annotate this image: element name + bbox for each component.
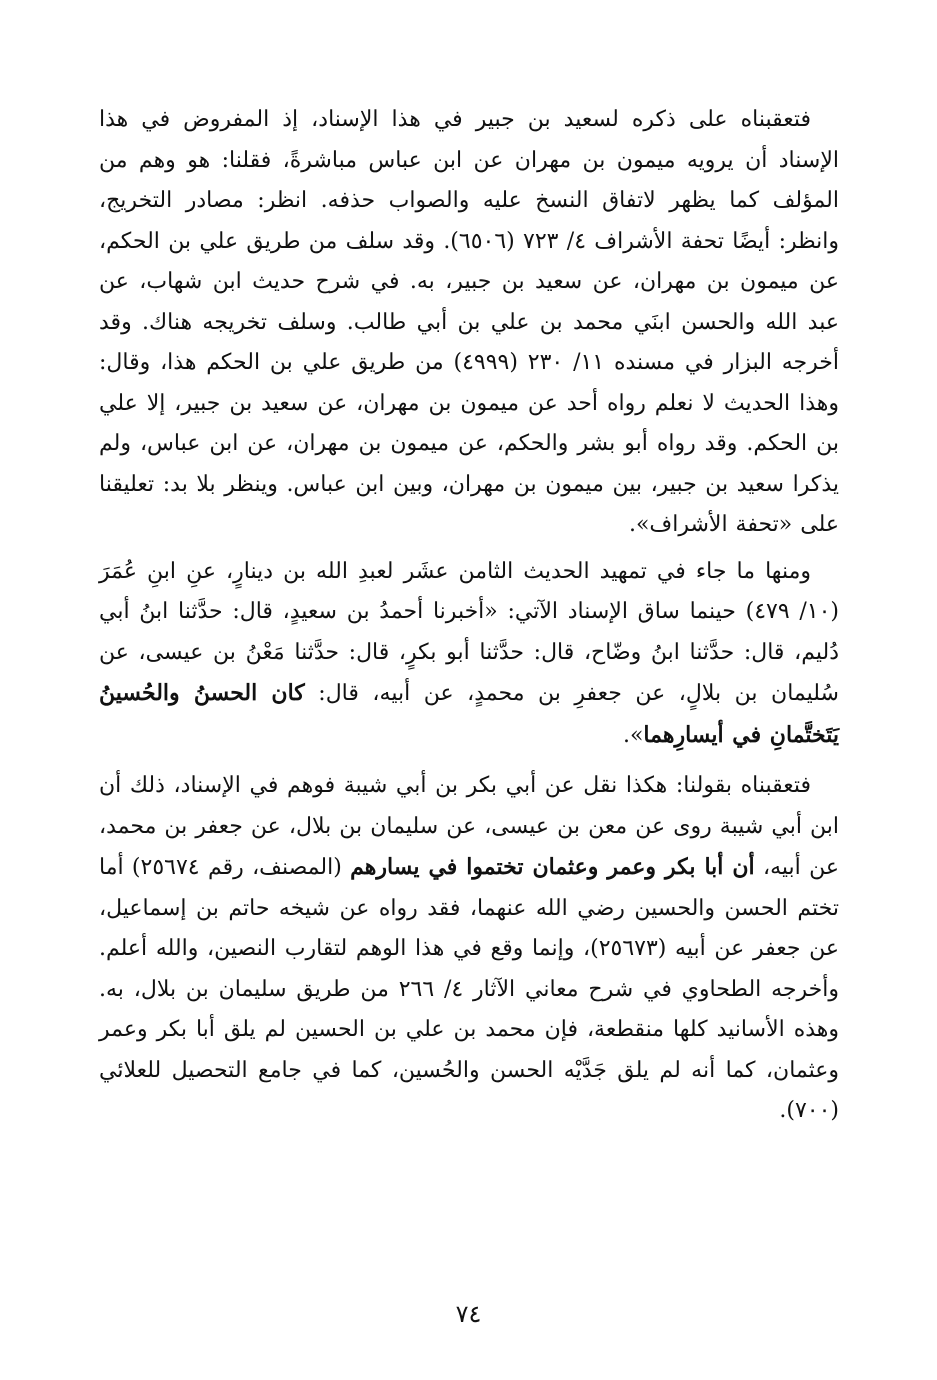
paragraph-1	[99, 100, 839, 546]
page-body	[99, 100, 839, 1132]
paragraph-3-text-b: (المصنف، رقم ٢٥٦٧٤) أما تختم الحسن والحسين رضي الله عنهما، فقد رواه عن شيخه حاتم بن إسماعيل، عن جعفر عن أبيه (٢٥٦٧٣)، وإنما وقع في هذا الوهم لتقارب النصين، والله أعلم. وأخرجه الطحاوي في شرح معاني الآثار ٤/ ٢٦٦ من طريق سليمان بن بلال، به. وهذه الأسانيد كلها منقطعة، فإن محمد بن علي بن الحسين لم يلق أبا بكر وعمر وعثمان، كما أنه لم يلق جَدَّيْه الحسن والحُسين، كما في جامع التحصيل للعلائي (٧٠٠).	[99, 855, 840, 1123]
paragraph-3-text-a: فتعقبناه بقولنا: هكذا نقل عن أبي بكر بن أبي شيبة فوهم في الإسناد، ذلك أن ابن أبي شيبة روى عن معن بن عيسى، عن سليمان بن بلال، عن جعفر بن محمد، عن أبيه،	[99, 773, 839, 880]
page-number: ٧٤	[455, 1300, 482, 1328]
paragraph-2-text-a: ومنها ما جاء في تمهيد الحديث الثامن عشَر لعبدِ الله بن دينارٍ، عنِ ابنِ عُمَرَ (١٠/ ٤٧٩) حينما ساق الإسناد الآتي: «أخبرنا أحمدُ بن سعيدٍ، قال: حدَّثنا ابنُ أبي دُليم، قال: حدَّثنا ابنُ وضّاح، قال: حدَّثنا أبو بكرٍ، قال: حدَّثنا مَعْنُ بن عيسى، عن سُليمان بن بلالٍ، عن جعفرِ بن محمدٍ، عن أبيه، قال:	[99, 558, 840, 706]
paragraph-2-text-b: ».	[622, 722, 644, 748]
paragraph-2-bold-quote: كان الحسنُ والحُسينُ يَتَختَّمانِ في أيسارِهما	[99, 680, 839, 748]
paragraph-3-bold-quote: أن أبا بكر وعمر وعثمان تختموا في يسارهم	[350, 854, 755, 880]
paragraph-2	[99, 552, 839, 757]
paragraph-3	[99, 766, 839, 1132]
paragraph-1-text: فتعقبناه على ذكره لسعيد بن جبير في هذا الإسناد، إذ المفروض في هذا الإسناد أن يرويه ميمون بن مهران عن ابن عباس مباشرةً، فقلنا: هو وهم من المؤلف كما يظهر لاتفاق النسخ عليه والصواب حذفه. انظر: مصادر التخريج، وانظر: أيضًا تحفة الأشراف ٤/ ٧٢٣ (٦٥٠٦). وقد سلف من طريق علي بن الحكم، عن ميمون بن مهران، عن سعيد بن جبير، به. في شرح حديث ابن شهاب، عن عبد الله والحسن ابنَي محمد بن علي بن أبي طالب. وسلف تخريجه هناك. وقد أخرجه البزار في مسنده ١١/ ٢٣٠ (٤٩٩٩) من طريق علي بن الحكم هذا، وقال: وهذا الحديث لا نعلم رواه أحد عن ميمون بن مهران، عن سعيد بن جبير، إلا علي بن الحكم. وقد رواه أبو بشر والحكم، عن ميمون بن مهران، عن ابن عباس، ولم يذكرا سعيد بن جبير، بين ميمون بن مهران، وبين ابن عباس. وينظر بلا بد: تعليقنا على «تحفة الأشراف».	[99, 107, 840, 537]
